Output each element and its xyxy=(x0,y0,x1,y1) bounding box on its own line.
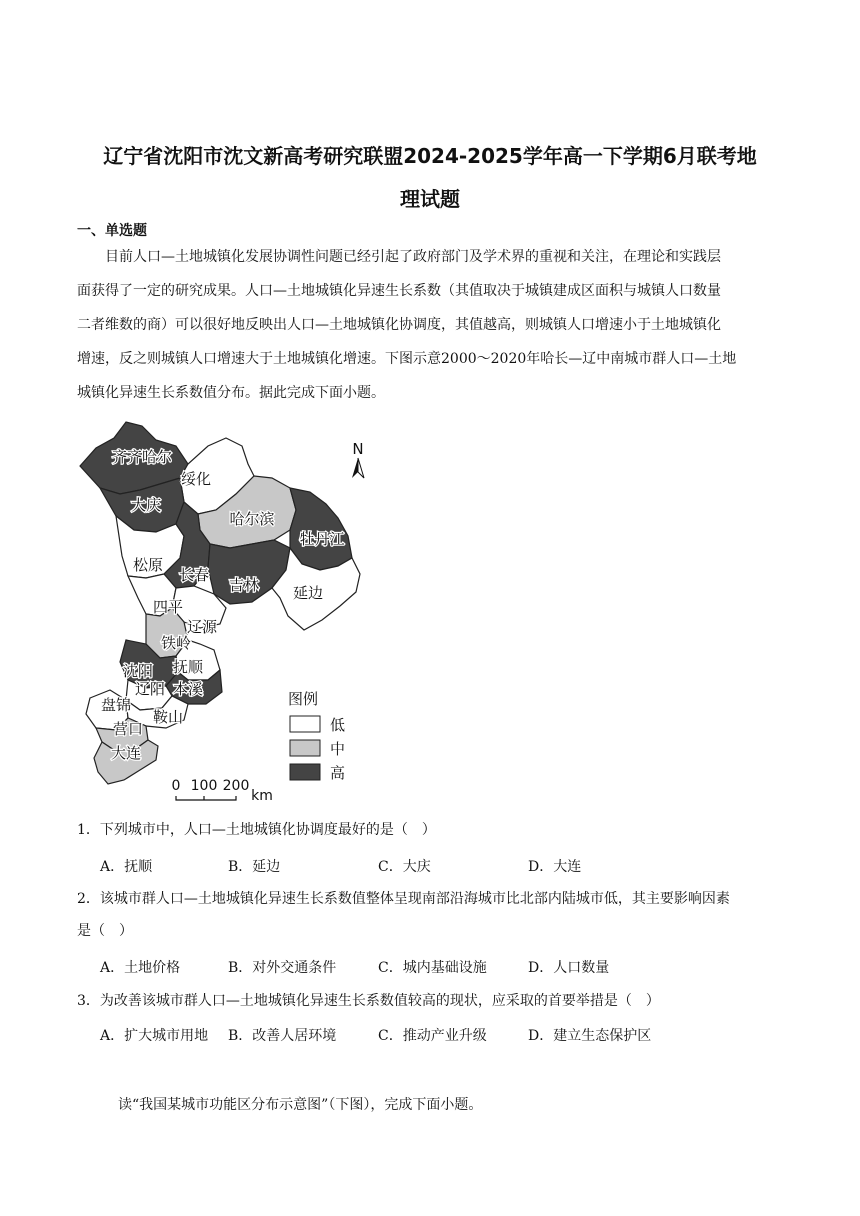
legend-swatch-low xyxy=(290,716,320,732)
next-section-intro: 读“我国某城市功能区分布示意图”（下图），完成下面小题。 xyxy=(118,1097,483,1113)
city-group-map xyxy=(76,418,386,810)
svg-text:200: 200 xyxy=(222,778,250,794)
question-2-stem-cont: 是（ ） xyxy=(77,923,133,939)
option-c[interactable]: C．推动产业升级 xyxy=(378,1028,487,1044)
option-b[interactable]: B．对外交通条件 xyxy=(228,960,337,976)
option-a[interactable]: A．抚顺 xyxy=(100,859,153,875)
intro-line: 城镇化异速生长系数值分布。据此完成下面小题。 xyxy=(77,385,385,401)
map-label: 松原 xyxy=(132,556,164,574)
question-2-stem: 2．该城市群人口—土地城镇化异速生长系数值整体呈现南部沿海城市比北部内陆城市低，其主要影响因素 xyxy=(77,891,730,907)
map-label: 大庆 xyxy=(130,496,162,514)
map-label: 辽源 xyxy=(186,618,218,636)
legend-swatch-high xyxy=(290,764,320,780)
section-heading: 一、单选题 xyxy=(77,223,147,239)
map-label: 齐齐哈尔 xyxy=(111,448,173,466)
page-title-line1: 辽宁省沈阳市沈文新高考研究联盟2024-2025学年高一下学期6月联考地 xyxy=(103,144,757,168)
svg-text:km: km xyxy=(251,788,273,804)
page-title-line2: 理试题 xyxy=(400,187,460,211)
question-3-stem: 3．为改善该城市群人口—土地城镇化异速生长系数值较高的现状，应采取的首要举措是（ ） xyxy=(77,993,660,1009)
map-label: 鞍山 xyxy=(152,708,184,726)
option-a[interactable]: A．扩大城市用地 xyxy=(100,1028,209,1044)
option-d[interactable]: D．大连 xyxy=(528,859,582,875)
legend-label-low: 低 xyxy=(330,716,346,734)
map-label: 吉林 xyxy=(228,576,260,594)
option-c[interactable]: C．城内基础设施 xyxy=(378,960,487,976)
option-d[interactable]: D．人口数量 xyxy=(528,960,610,976)
option-c[interactable]: C．大庆 xyxy=(378,859,431,875)
svg-text:0: 0 xyxy=(171,778,181,794)
map-label: 长春 xyxy=(178,566,210,584)
option-b[interactable]: B．改善人居环境 xyxy=(228,1028,337,1044)
map-label: 营口 xyxy=(112,720,144,738)
north-arrow-icon xyxy=(352,440,364,478)
region-mudanjiang xyxy=(290,488,352,570)
option-a[interactable]: A．土地价格 xyxy=(100,960,181,976)
map-label: 延边 xyxy=(292,584,324,602)
intro-line: 增速，反之则城镇人口增速大于土地城镇化增速。下图示意2000～2020年哈长—辽中南城市群人口—土地 xyxy=(77,351,737,367)
map-label: 盘锦 xyxy=(100,696,132,714)
option-d[interactable]: D．建立生态保护区 xyxy=(528,1028,652,1044)
scale-bar xyxy=(172,778,273,804)
question-1-stem: 1．下列城市中，人口—土地城镇化协调度最好的是（ ） xyxy=(77,822,436,838)
map-label: 四平 xyxy=(152,598,184,616)
legend-swatch-mid xyxy=(290,740,320,756)
map-label: 铁岭 xyxy=(160,634,192,652)
option-b[interactable]: B．延边 xyxy=(228,859,281,875)
legend-label-mid: 中 xyxy=(330,740,346,758)
legend-label-high: 高 xyxy=(330,764,346,782)
svg-text:N: N xyxy=(352,440,364,458)
map-label: 本溪 xyxy=(172,680,204,698)
map-label: 沈阳 xyxy=(122,662,154,680)
map-label: 抚顺 xyxy=(172,658,204,676)
map-label: 绥化 xyxy=(180,470,212,488)
legend-title: 图例 xyxy=(288,690,319,708)
map-label: 牡丹江 xyxy=(299,530,345,548)
map-label: 大连 xyxy=(110,744,142,762)
map-label: 辽阳 xyxy=(134,680,166,698)
map-legend xyxy=(288,690,345,782)
svg-text:100: 100 xyxy=(190,778,218,794)
intro-line: 目前人口—土地城镇化发展协调性问题已经引起了政府部门及学术界的重视和关注，在理论和实践层 xyxy=(105,249,721,265)
intro-line: 二者维数的商）可以很好地反映出人口—土地城镇化协调度，其值越高，则城镇人口增速小于土地城镇化 xyxy=(77,317,721,333)
intro-paragraph xyxy=(77,240,783,410)
intro-line: 面获得了一定的研究成果。人口—土地城镇化异速生长系数（其值取决于城镇建成区面积与城镇人口数量 xyxy=(77,283,721,299)
map-label: 哈尔滨 xyxy=(229,510,275,528)
